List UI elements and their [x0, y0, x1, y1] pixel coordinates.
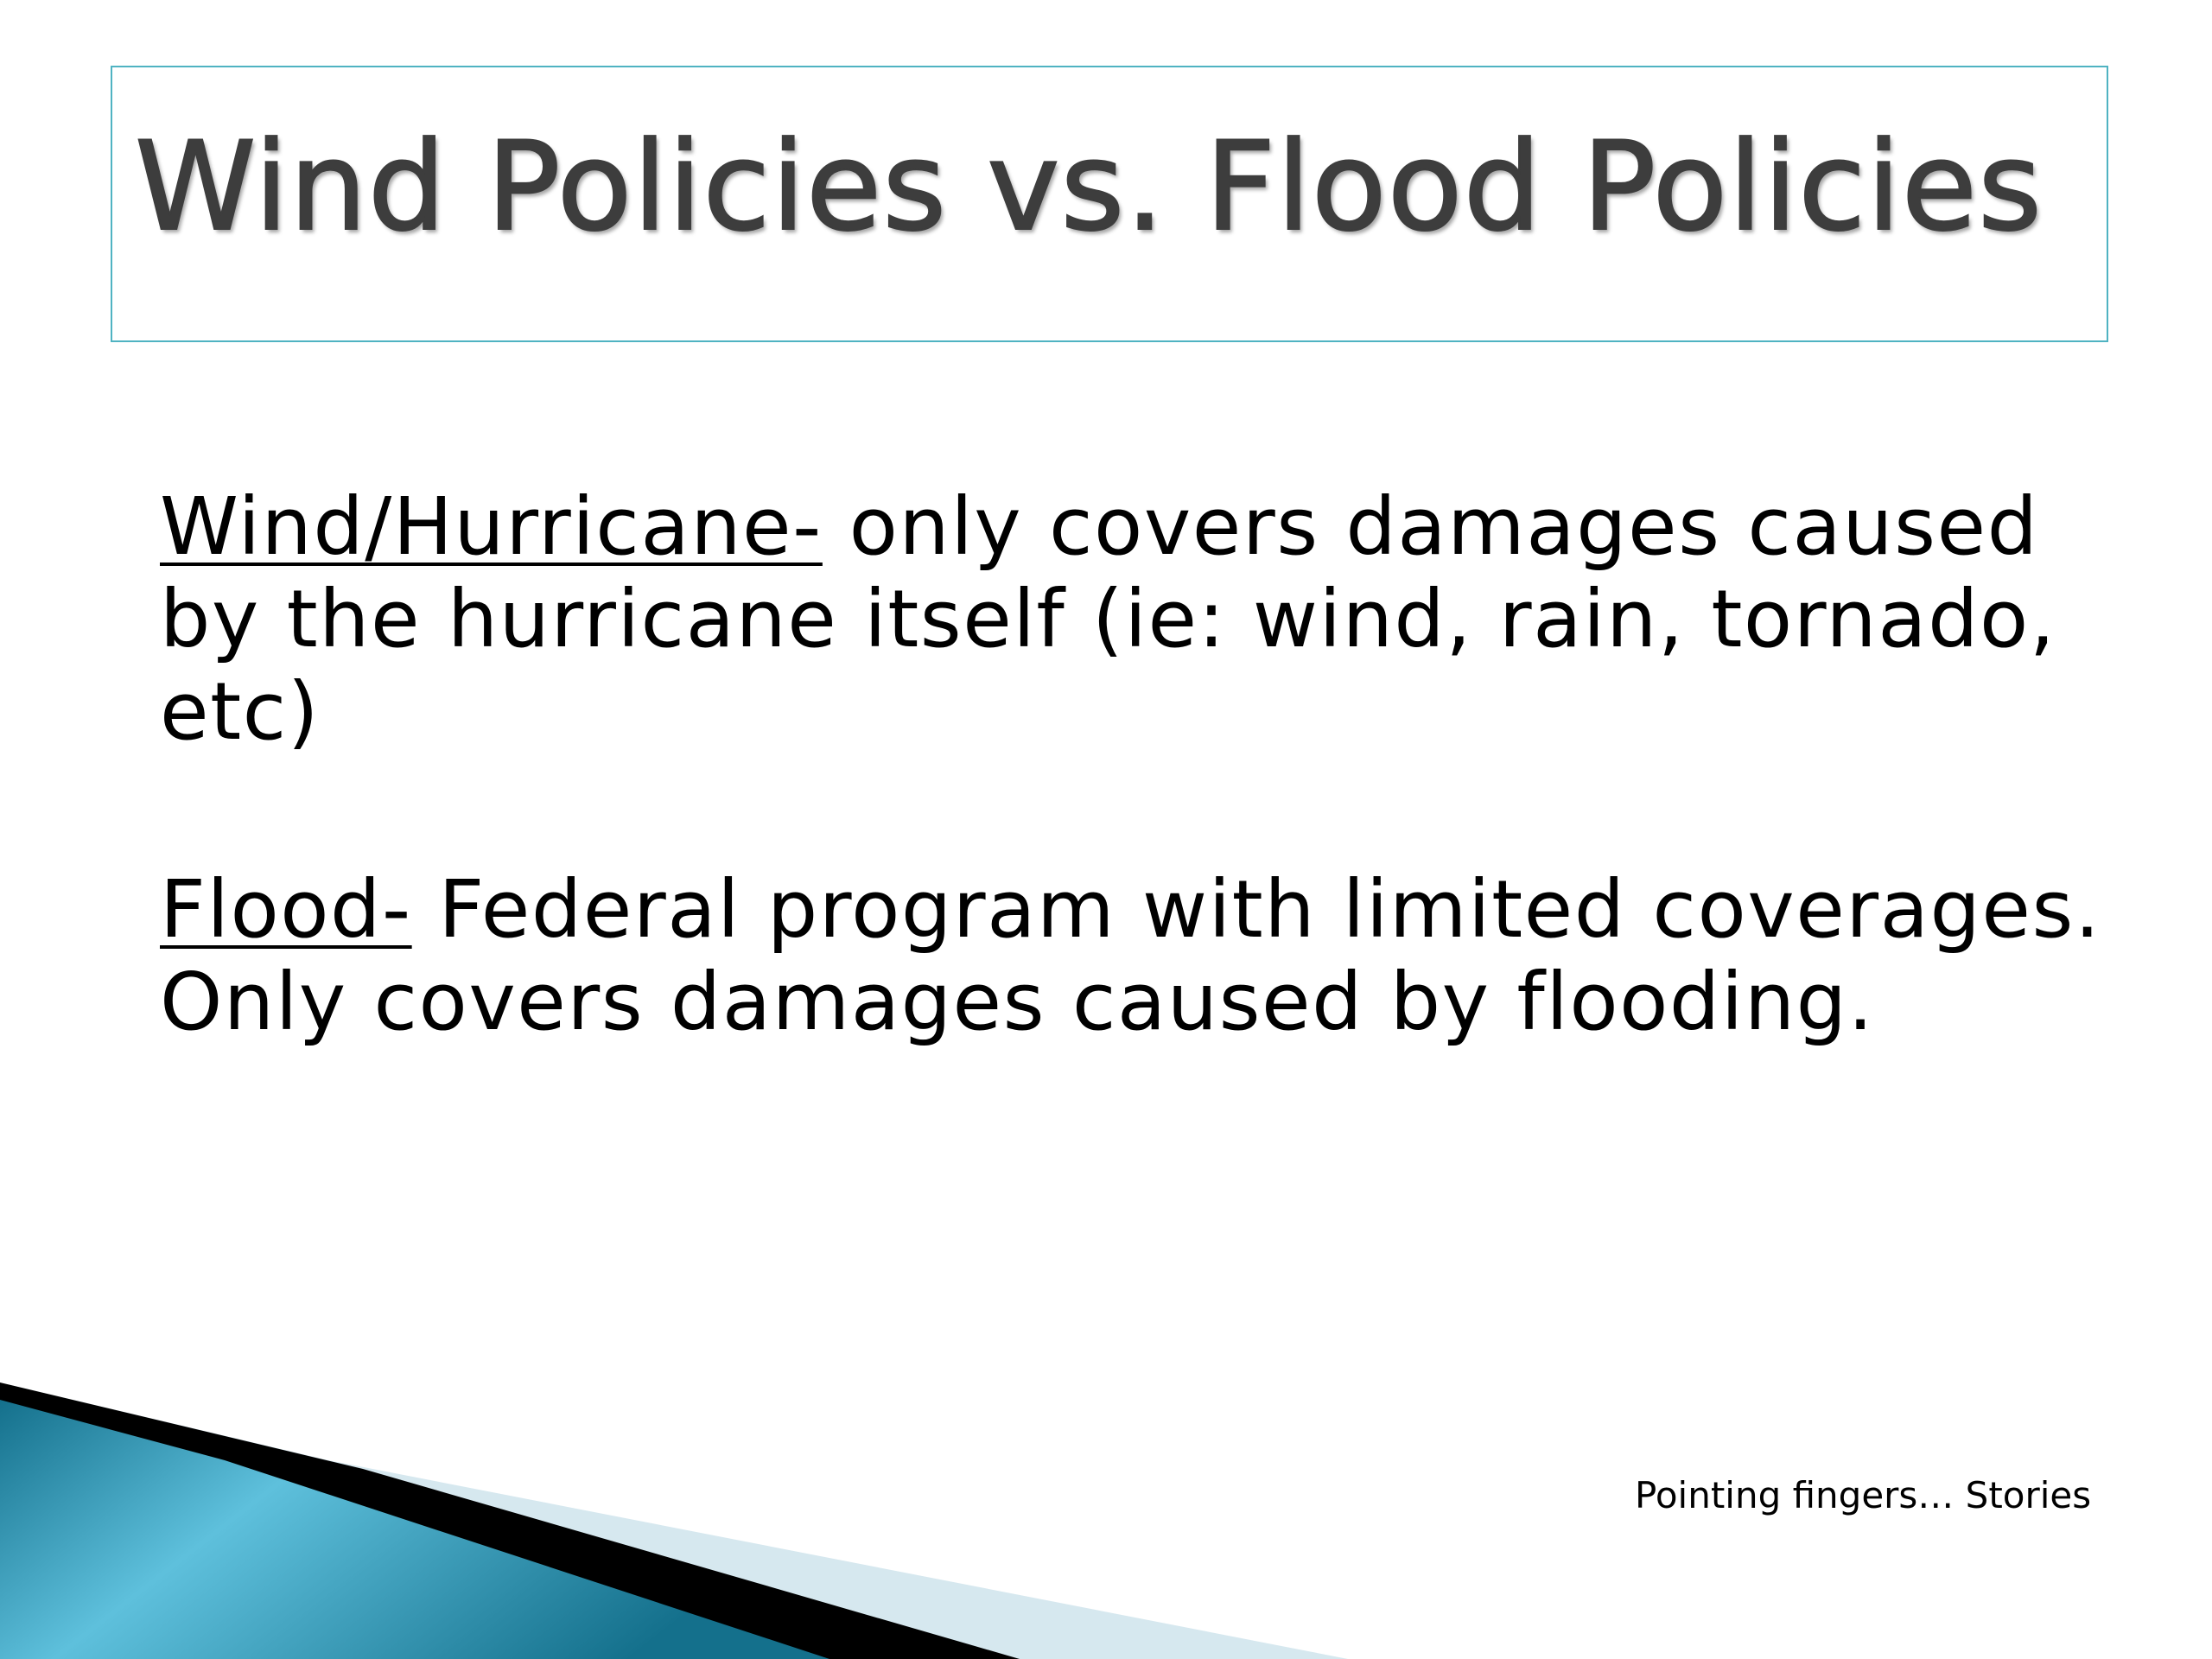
- slide-title: Wind Policies vs. Flood Policies: [135, 116, 2044, 258]
- corner-wave-decoration: [0, 1382, 1348, 1659]
- title-placeholder: [111, 66, 2108, 342]
- teal-wedge: [0, 1400, 830, 1659]
- slide-body: [160, 480, 2147, 1048]
- paragraph-wind: [160, 480, 2147, 758]
- paragraph-wind-text: only covers damages caused by the hurricane itself (ie: wind, rain, tornado, etc): [160, 480, 2056, 758]
- slide-footer: Pointing fingers… Stories: [1635, 1474, 2092, 1516]
- term-flood: Flood-: [160, 863, 412, 956]
- paragraph-flood: [160, 863, 2147, 1048]
- paragraph-flood-text: Federal program with limited coverages. Only covers damages caused by flooding.: [160, 863, 2101, 1048]
- term-wind-hurricane: Wind/Hurricane-: [160, 480, 823, 573]
